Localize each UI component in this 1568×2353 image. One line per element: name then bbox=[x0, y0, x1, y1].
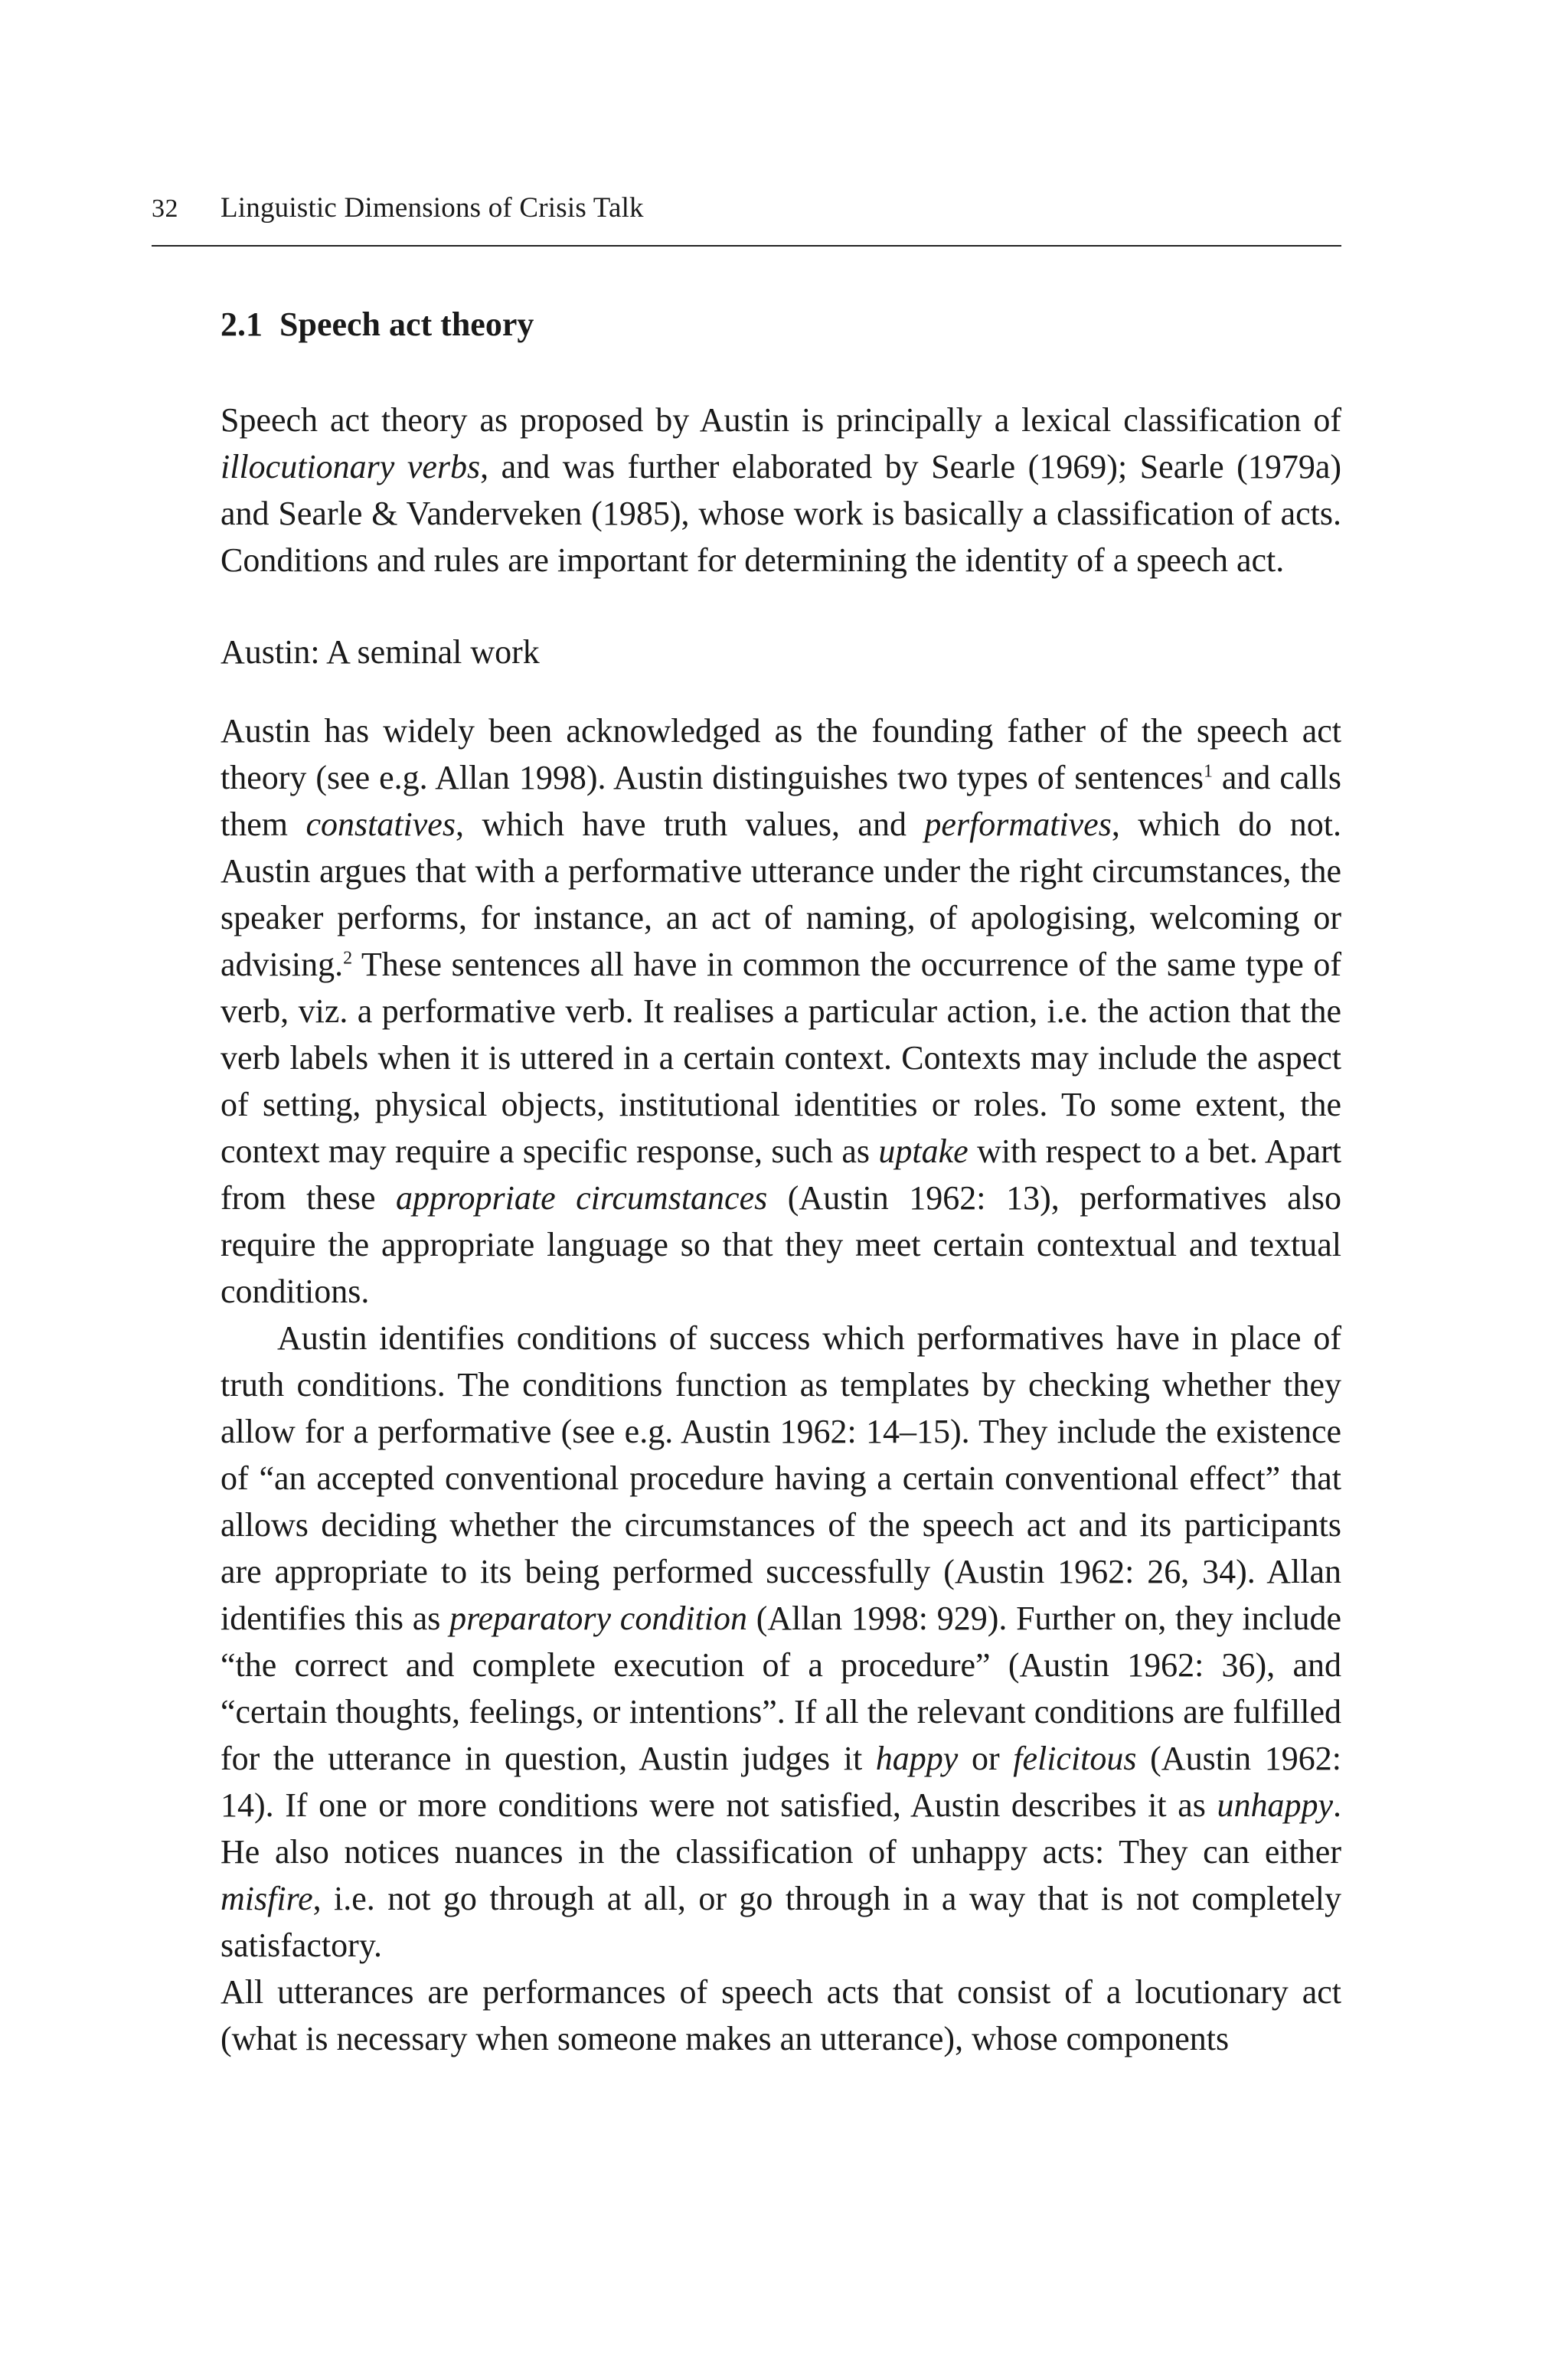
page-number: 32 bbox=[152, 194, 178, 223]
austin-paragraph-2: Austin identifies conditions of success which performatives have in place of truth conditions. The conditions function as templates by checking whether they allow for a performative (see e.g. Austin 1962: 14–15). They include the existence of “an accepted conventional procedure having a certain conventional effect” that allows deciding whether the circumstances of the speech act and its participants are appropriate to its being performed successfully (Austin 1962: 26, 34). Allan identifies this as preparatory condition (Allan 1998: 929). Further on, they include “the correct and complete execution of a procedure” (Austin 1962: 36), and “certain thoughts, feelings, or intentions”. If all the relevant conditions are fulfilled for the utterance in question, Austin judges it happy or felicitous (Austin 1962: 14). If one or more conditions were not satisfied, Austin describes it as unhappy. He also notices nuances in the classification of unhappy acts: They can either misfire, i.e. not go through at all, or go through in a way that is not completely satisfactory. bbox=[220, 1319, 1341, 1964]
footnote-marker[interactable]: 1 bbox=[1203, 761, 1213, 782]
austin-paragraph-1: Austin has widely been acknowledged as the founding father of the speech act theory (see e.g. Allan 1998). Austin distinguishes two types of sentences$^1$ and calls them constatives, which have truth values, and performatives, which do not. Austin argues that with a performative utterance under the right circumstances, the speaker performs, for instance, an act of naming, of apologising, welcoming or advising.$^2$ These sentences all have in common the occurrence of the same type of verb, viz. a performative verb. It realises a particular action, i.e. the action that the verb labels when it is uttered in a certain context. Contexts may include the aspect of setting, physical objects, institutional identities or roles. To some extent, the context may require a specific response, such as uptake with respect to a bet. Apart from these appropriate circumstances (Austin 1962: 13), performatives also require the appropriate language so that they meet certain contextual and textual conditions. bbox=[220, 712, 1342, 1310]
section-title: Speech act theory bbox=[279, 306, 534, 343]
italic-term: constatives bbox=[305, 806, 456, 843]
italic-term: uptake bbox=[878, 1132, 969, 1170]
italic-term: felicitous bbox=[1013, 1740, 1137, 1777]
section-number: 2.1 bbox=[220, 306, 263, 343]
italic-term: appropriate circumstances bbox=[396, 1179, 768, 1217]
section-heading bbox=[220, 302, 1341, 348]
italic-term: unhappy bbox=[1217, 1786, 1333, 1824]
intro-paragraph: Speech act theory as proposed by Austin is principally a lexical classification of illocutionary verbs, and was further elaborated by Searle (1969); Searle (1979a) and Searle & Vanderveken (1985), whose work is basically a classification of acts. Conditions and rules are important for determining the identity of a speech act. bbox=[220, 401, 1342, 579]
page-header bbox=[152, 191, 1341, 247]
italic-term: performatives bbox=[924, 806, 1112, 843]
italic-term: misfire bbox=[220, 1880, 313, 1917]
footnote-marker[interactable]: 2 bbox=[343, 948, 353, 969]
italic-term: happy bbox=[875, 1740, 959, 1777]
running-title: Linguistic Dimensions of Crisis Talk bbox=[220, 192, 644, 224]
italic-term: illocutionary verbs bbox=[220, 448, 481, 485]
austin-paragraph-3: All utterances are performances of speech acts that consist of a locutionary act (what is necessary when someone makes an utterance), whose components bbox=[220, 1973, 1341, 2057]
italic-term: preparatory condition bbox=[449, 1600, 747, 1637]
subsection-heading: Austin: A seminal work bbox=[220, 633, 540, 671]
page-body bbox=[220, 291, 1341, 2062]
